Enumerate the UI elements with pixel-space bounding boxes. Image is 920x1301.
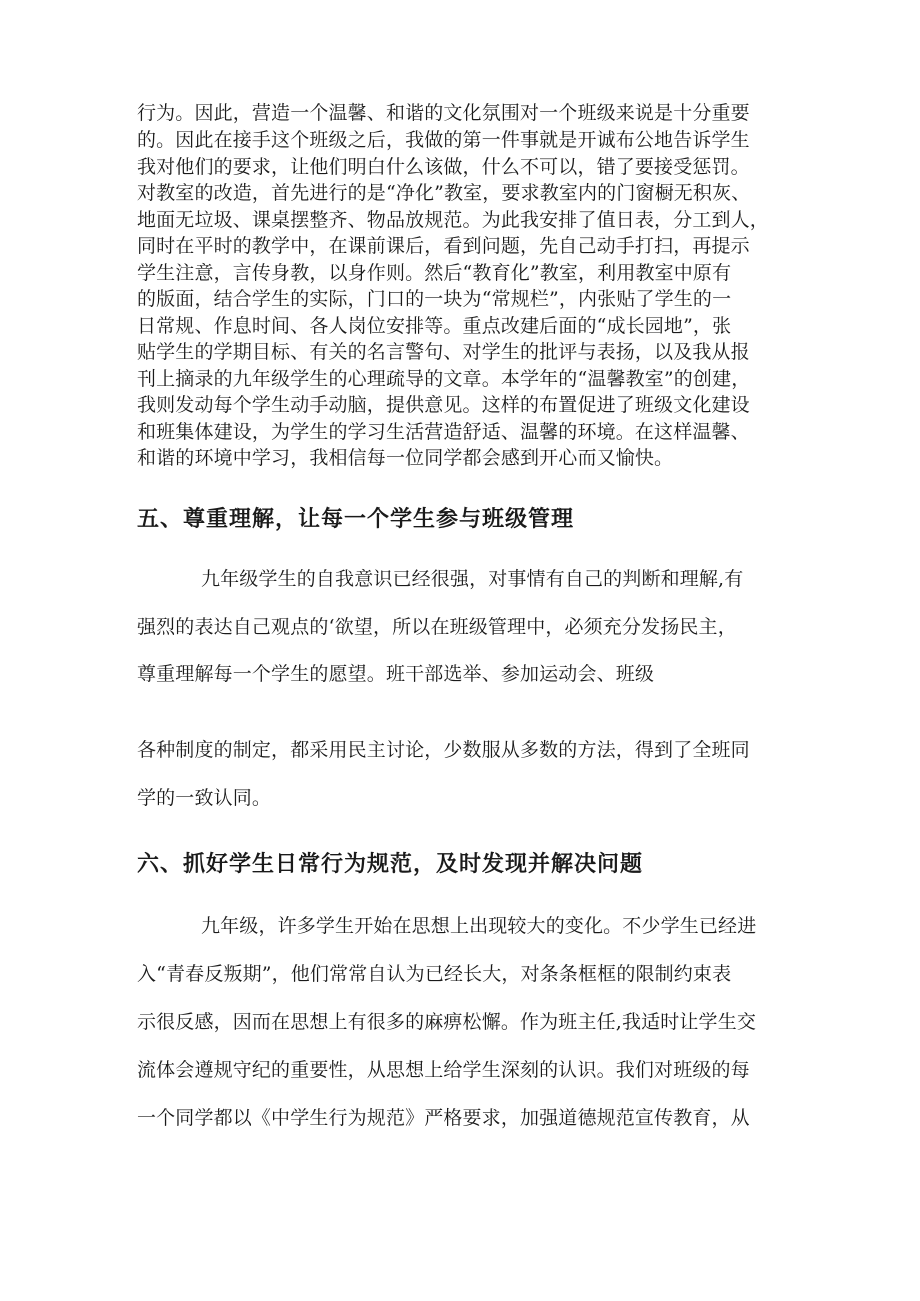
paragraph-line: 各种制度的制定，都采用民主讨论，少数服从多数的方法，得到了全班同 — [137, 739, 750, 761]
paragraph-line: 示很反感，因而在思想上有很多的麻痹松懈。作为班主任,我适时让学生交 — [137, 1011, 756, 1033]
paragraph-line: 刊上摘录的九年级学生的心理疏导的文章。本学年的“温馨教室”的创建， — [137, 368, 751, 390]
paragraph-line: 强烈的表达自己观点的‘欲望，所以在班级管理中，必须充分发扬民主， — [137, 616, 737, 638]
paragraph-line: 九年级学生的自我意识已经很强，对事情有自己的判断和理解,有 — [201, 568, 744, 590]
paragraph-line: 学的一致认同。 — [137, 787, 272, 809]
paragraph-line: 的。因此在接手这个班级之后，我做的第一件事就是开诚布公地告诉学生 — [137, 129, 750, 151]
paragraph-line: 的版面，结合学生的实际，门口的一块为“常规栏”，内张贴了学生的一 — [137, 288, 732, 310]
paragraph-line: 行为。因此，营造一个温馨、和谐的文化氛围对一个班级来说是十分重要 — [137, 102, 750, 124]
paragraph-line: 学生注意，言传身教，以身作则。然后“教育化”教室，利用教室中原有 — [137, 262, 732, 284]
paragraph-line: 贴学生的学期目标、有关的名言警句、对学生的批评与表扬，以及我从报 — [137, 341, 750, 363]
paragraph-line: 同时在平时的教学中，在课前课后，看到问题，先自己动手打扫，再提示 — [137, 235, 750, 257]
paragraph-line: 地面无垃圾、课桌摆整齐、物品放规范。为此我安排了值日表，分工到人， — [137, 209, 769, 231]
paragraph-line: 流体会遵规守纪的重要性，从思想上给学生深刻的认识。我们对班级的每 — [137, 1059, 750, 1081]
paragraph-line: 和谐的环境中学习，我相信每一位同学都会感到开心而又愉快。 — [137, 447, 674, 469]
paragraph-line: 尊重理解每一个学生的愿望。班干部选举、参加运动会、班级 — [137, 663, 655, 685]
paragraph-line: 日常规、作息时间、各人岗位安排等。重点改建后面的“成长园地”，张 — [137, 315, 732, 337]
paragraph-line: 九年级，许多学生开始在思想上出现较大的变化。不少学生已经进 — [201, 915, 757, 937]
paragraph-line: 入“青春反叛期”，他们常常自认为已经长大，对条条框框的限制约束表 — [137, 963, 732, 985]
section-five-heading: 五、尊重理解，让每一个学生参与班级管理 — [137, 507, 575, 532]
paragraph-line: 我对他们的要求，让他们明白什么该做，什么不可以，错了要接受惩罚。 — [137, 156, 750, 178]
paragraph-line: 一个同学都以《中学生行为规范》严格要求，加强道德规范宣传教育，从 — [137, 1107, 750, 1129]
paragraph-line: 我则发动每个学生动手动脑，提供意见。这样的布置促进了班级文化建设 — [137, 394, 750, 416]
paragraph-line: 对教室的改造，首先进行的是“净化”教室，要求教室内的门窗橱无积灰、 — [137, 182, 751, 204]
paragraph-line: 和班集体建设，为学生的学习生活营造舒适、温馨的环境。在这样温馨、 — [137, 421, 750, 443]
section-six-heading: 六、抓好学生日常行为规范，及时发现并解决问题 — [137, 852, 644, 877]
